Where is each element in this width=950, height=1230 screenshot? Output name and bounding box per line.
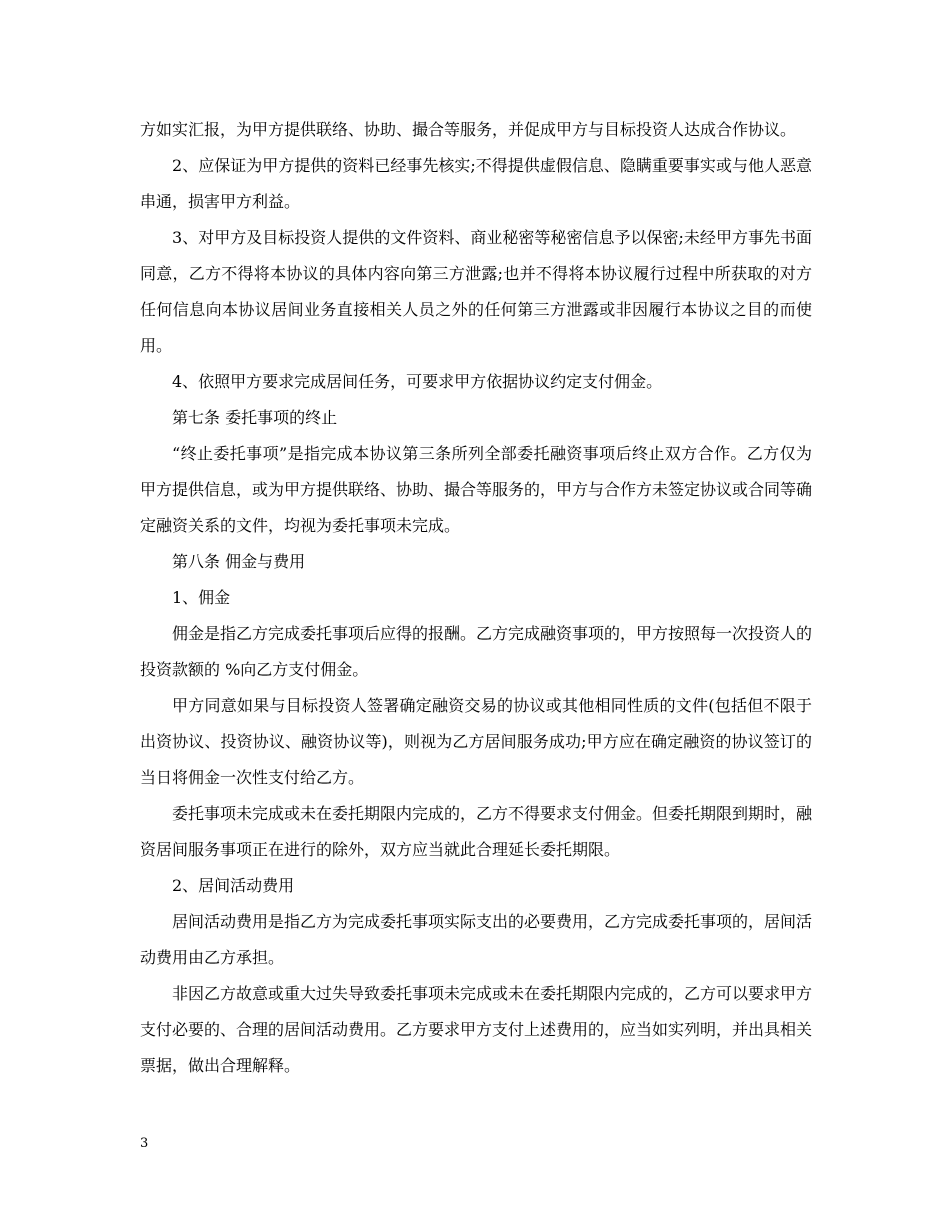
paragraph: 甲方同意如果与目标投资人签署确定融资交易的协议或其他相同性质的文件(包括但不限于出资协议、投资协议、融资协议等)，则视为乙方居间服务成功;甲方应在确定融资的协议签订的当日将佣金一次性支付给乙方。	[140, 696, 812, 787]
paragraph: 方如实汇报，为甲方提供联络、协助、撮合等服务，并促成甲方与目标投资人达成合作协议。	[140, 120, 797, 139]
paragraph: 佣金是指乙方完成委托事项后应得的报酬。乙方完成融资事项的，甲方按照每一次投资人的投资款额的 %向乙方支付佣金。	[140, 624, 813, 679]
paragraph: 4、依照甲方要求完成居间任务，可要求甲方依据协议约定支付佣金。	[172, 372, 663, 391]
paragraph: 3、对甲方及目标投资人提供的文件资料、商业秘密等秘密信息予以保密;未经甲方事先书面同意，乙方不得将本协议的具体内容向第三方泄露;也并不得将本协议履行过程中所获取的对方任何信息向本协议居间业务直接相关人员之外的任何第三方泄露或非因履行本协议之目的而使用。	[140, 228, 812, 355]
paragraph: 委托事项未完成或未在委托期限内完成的，乙方不得要求支付佣金。但委托期限到期时，融资居间服务事项正在进行的除外，双方应当就此合理延长委托期限。	[140, 804, 813, 859]
subsection-heading: 2、居间活动费用	[172, 876, 295, 895]
subsection-heading: 1、佣金	[172, 588, 231, 607]
paragraph: “终止委托事项”是指完成本协议第三条所列全部委托融资事项后终止双方合作。乙方仅为甲方提供信息，或为甲方提供联络、协助、撮合等服务的，甲方与合作方未签定协议或合同等确定融资关系的文件，均视为委托事项未完成。	[140, 444, 813, 535]
section-heading: 第七条 委托事项的终止	[172, 408, 338, 427]
document-body	[140, 112, 812, 1084]
paragraph: 非因乙方故意或重大过失导致委托事项未完成或未在委托期限内完成的，乙方可以要求甲方支付必要的、合理的居间活动费用。乙方要求甲方支付上述费用的，应当如实列明，并出具相关票据，做出合理解释。	[140, 984, 813, 1075]
paragraph: 2、应保证为甲方提供的资料已经事先核实;不得提供虚假信息、隐瞒重要事实或与他人恶意串通，损害甲方利益。	[140, 156, 812, 211]
paragraph: 居间活动费用是指乙方为完成委托事项实际支出的必要费用，乙方完成委托事项的，居间活动费用由乙方承担。	[140, 912, 813, 967]
page-number: 3	[140, 1136, 149, 1151]
section-heading: 第八条 佣金与费用	[172, 552, 306, 571]
